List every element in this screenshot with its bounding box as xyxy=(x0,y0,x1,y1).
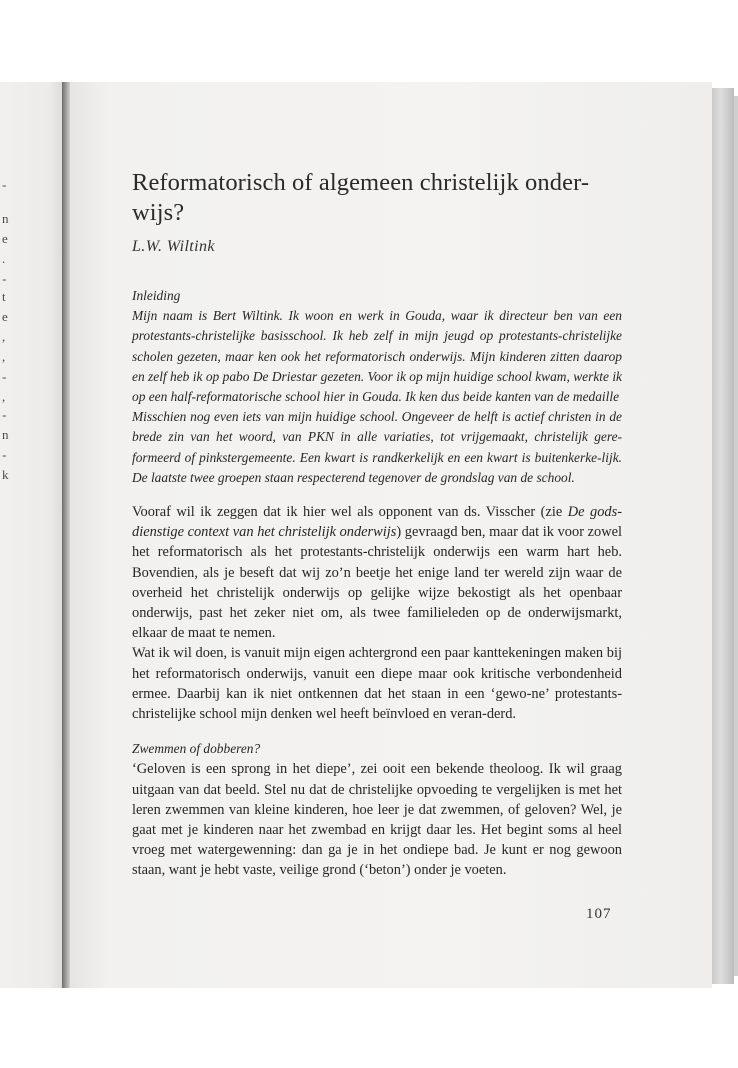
left-page-fragment: k xyxy=(2,467,9,482)
left-page-fragment: e xyxy=(2,309,8,324)
left-page-fragment: - xyxy=(2,177,7,192)
section-heading: Zwemmen of dobberen? xyxy=(132,741,261,757)
left-page-fragment: n xyxy=(2,427,9,442)
left-page-fragment: - xyxy=(2,447,7,462)
left-page-fragment: n xyxy=(2,211,9,226)
intro-block xyxy=(132,286,622,488)
intro-heading: Inleiding xyxy=(132,288,181,303)
body-paragraph xyxy=(132,502,622,643)
left-page-fragment: - xyxy=(2,407,7,422)
article-title: Reformatorisch of algemeen christelijk onder-wijs? xyxy=(132,169,590,226)
left-facing-page xyxy=(0,82,66,988)
left-page-fragment: , xyxy=(2,389,6,404)
left-page-fragment: e xyxy=(2,231,8,246)
left-page-fragment: . xyxy=(2,251,6,266)
body-paragraph: Wat ik wil doen, is vanuit mijn eigen achtergrond een paar kanttekeningen maken bij het reformatorisch onderwijs, vanuit een diepe maar ook kritische verbondenheid ermee. Daarbij kan ik niet ontkennen dat het staan in een ‘gewo-ne’ protestants-christelijke school mijn denken wel heeft beïnvloed en veran-derd. xyxy=(132,645,622,723)
cited-title: De gods-dienstige context van het christelijk onderwijs xyxy=(132,504,622,541)
intro-paragraph: Mijn naam is Bert Wiltink. Ik woon en werk in Gouda, waar ik directeur ben van een protestants-christelijke basisschool. Ik heb zelf in mijn jeugd op protestants-christelijke scholen gezeten, maar ken ook het reformatorisch onderwijs. Mijn kinderen zitten daarop en zelf heb ik op pabo De Driestar gezeten. Voor ik op mijn huidige school kwam, werkte ik op een half-reformatorische school hier in Gouda. Ik ken dus beide kanten van de medaille xyxy=(132,308,622,405)
left-page-fragment: - xyxy=(2,369,7,384)
intro-paragraph: Misschien nog even iets van mijn huidige school. Ongeveer de helft is actief christen in de brede zin van het woord, van PKN in alle variaties, tot vrijgemaakt, christelijk gere-formeerd of pinkstergemeente. Een kwart is randkerkelijk en een kwart is buitenkerke-lijk. De laatste twee groepen staan respecterend tegenover de grondslag van de school. xyxy=(132,409,622,485)
body-text-segment: Vooraf wil ik zeggen dat ik hier wel als opponent van ds. Visscher (zie xyxy=(132,504,568,521)
page-edge xyxy=(734,96,738,976)
body-text-segment: ) gevraagd ben, maar dat ik voor zowel het reformatorisch als het protestants-christelijk onderwijs een warm hart heb. Bovendien, als je beseft dat wij zo’n beetje het enige land ter wereld zijn waar de overheid het christelijk onderwijs op gelijke wijze bekostigt als het openbaar onderwijs, past het zeker niet om, als twee familieleden op de onderwijsmarkt, elkaar de maat te nemen. xyxy=(132,524,622,642)
section-body xyxy=(132,759,622,880)
book-gutter xyxy=(62,82,70,988)
left-page-fragment: t xyxy=(2,289,6,304)
page-number: 107 xyxy=(586,906,612,922)
left-page-fragment: - xyxy=(2,271,7,286)
body-block xyxy=(132,502,622,724)
article-author: L.W. Wiltink xyxy=(132,238,215,255)
left-page-fragment: , xyxy=(2,329,6,344)
left-page-fragment: , xyxy=(2,349,6,364)
section-paragraph: ‘Geloven is een sprong in het diepe’, zei ooit een bekende theoloog. Ik wil graag uitgaan van dat beeld. Stel nu dat de christelijke opvoeding te vergelijken is met het leren zwemmen van kleine kinderen, hoe leer je dat zwemmen, of geloven? Wel, je gaat met je kinderen naar het zwembad en krijgt daar les. Het begint soms al heel vroeg met watergewenning: dan ga je in het ondiepe bad. Je kunt er nog gewoon staan, want je hebt vaste, veilige grond (‘beton’) onder je voeten. xyxy=(132,761,622,879)
page-edge xyxy=(712,88,734,984)
article-content xyxy=(132,168,622,881)
